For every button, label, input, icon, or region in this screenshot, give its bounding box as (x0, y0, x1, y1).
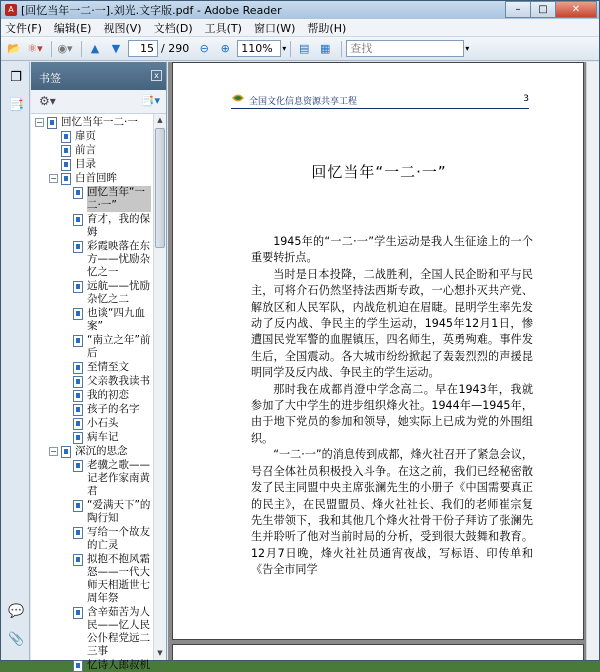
bookmark-icon (73, 527, 83, 539)
toolbar-separator (81, 41, 82, 57)
bookmark-label: 育才，我的保姆 (87, 213, 150, 238)
bookmark-label: 至情至文 (87, 361, 129, 373)
document-area (168, 62, 599, 660)
bookmark-icon (73, 362, 83, 374)
zoom-in-icon[interactable]: ⊕ (220, 42, 230, 55)
bookmark-icon (73, 554, 83, 566)
search-dropdown-icon[interactable]: ▾ (465, 44, 470, 53)
scroll-up-icon[interactable]: ▲ (157, 116, 163, 124)
bookmark-item[interactable] (31, 606, 153, 658)
bookmark-label: 拟抱不抱风霜怒——一代大师天相逝世七周年祭 (87, 553, 150, 604)
bookmark-label: 远航——忧励杂忆之二 (87, 280, 150, 305)
collapse-toggle-icon[interactable]: − (36, 118, 43, 127)
bookmark-icon (73, 335, 83, 347)
bookmark-icon (73, 404, 83, 416)
bookmark-icon (73, 241, 83, 253)
bookmark-label: “南立之年”前后 (87, 334, 151, 359)
menu-tools[interactable]: 工具(T) (204, 21, 242, 35)
page-number-input[interactable] (128, 40, 158, 57)
menu-bar (1, 19, 599, 37)
bookmark-label: 白首回眸 (75, 172, 117, 184)
bookmark-item[interactable] (31, 334, 153, 360)
collapse-toggle-icon[interactable]: − (50, 174, 57, 183)
bookmark-item[interactable] (31, 403, 153, 416)
search-input[interactable] (346, 40, 464, 57)
bookmark-label: 忆诗人郎叔机 (87, 659, 150, 671)
bookmarks-scrollbar[interactable] (153, 114, 166, 660)
bookmark-icon (61, 159, 71, 171)
bookmark-label: 我的初恋 (87, 389, 129, 401)
menu-view[interactable]: 视图(V) (103, 21, 142, 35)
scroll-down-icon[interactable]: ▼ (157, 649, 163, 657)
bookmark-item[interactable] (31, 158, 153, 171)
paragraph: 当时是日本投降，二战胜利，全国人民企盼和平与民主，可将介石仍然坚持法西斯专政，一心想扑灭共产党、解放区和人民军队，内战危机迫在眉睫。昆明学生率先发动了反内战、争民主的学生运动，1945年12月1日，惨遭国民党军警的血腥镇压，四名师生，英勇殉难。事件发生后，全国震动。各大城市纷纷掀起了轰轰烈烈的声援昆明同学及反内战、争民主的学生运动。 (251, 267, 533, 380)
minimize-button[interactable]: – (505, 1, 531, 18)
bookmark-item[interactable] (31, 417, 153, 430)
bookmarks-icon[interactable]: 📑 (8, 98, 25, 113)
create-pdf-icon[interactable]: ⚛▾ (27, 42, 43, 55)
bookmark-label: 目录 (75, 158, 96, 170)
bookmark-label: 父亲教我读书 (87, 375, 150, 387)
menu-document[interactable]: 文档(D) (153, 21, 193, 35)
maximize-button[interactable]: □ (530, 1, 556, 18)
bookmark-item[interactable] (31, 172, 153, 185)
bookmark-label: 孩子的名字 (87, 403, 140, 415)
bookmark-item[interactable] (31, 280, 153, 306)
page-header-text: 全国文化信息资源共享工程 (249, 97, 358, 107)
toolbar-separator (290, 41, 291, 57)
panel-toolbar (31, 90, 166, 114)
bookmark-item[interactable] (31, 389, 153, 402)
bookmark-label: 病车记 (87, 431, 119, 443)
bookmark-icon (61, 446, 71, 458)
bookmark-item[interactable] (31, 186, 153, 212)
menu-help[interactable]: 帮助(H) (307, 21, 347, 35)
bookmark-icon (73, 187, 83, 199)
bookmark-icon (61, 145, 71, 157)
bookmark-icon (73, 390, 83, 402)
document-scrollbar[interactable] (586, 62, 599, 660)
bookmark-icon (73, 460, 83, 472)
bookmark-icon (73, 418, 83, 430)
comments-icon[interactable]: 💬 (8, 604, 25, 619)
close-button[interactable]: ✕ (555, 1, 597, 18)
toolbar (1, 37, 599, 61)
adobe-reader-icon: A (5, 4, 17, 16)
bookmark-item[interactable] (31, 213, 153, 239)
bookmark-item[interactable] (31, 459, 153, 498)
bookmarks-panel (31, 62, 167, 671)
bookmark-item[interactable] (31, 526, 153, 552)
menu-window[interactable]: 窗口(W) (253, 21, 296, 35)
next-pdf-page (172, 644, 584, 660)
menu-file[interactable]: 文件(F) (5, 21, 42, 35)
collaborate-icon[interactable]: ◉▾ (57, 42, 73, 55)
bookmark-label: 回忆当年“一二·一” (87, 186, 151, 212)
bookmark-item[interactable] (31, 240, 153, 279)
title-bar[interactable] (1, 1, 599, 19)
new-bookmark-icon[interactable]: 📑▾ (140, 94, 160, 107)
panel-header (31, 62, 166, 90)
header-rule (231, 108, 529, 109)
paragraph: 1945年的“一二·一”学生运动是我人生征途上的一个重要转折点。 (251, 235, 533, 265)
bookmark-icon (73, 214, 83, 226)
bookmark-label: “爱满天下”的陶行知 (87, 499, 151, 524)
menu-edit[interactable]: 编辑(E) (53, 21, 92, 35)
window-title: [回忆当年一二·一].刘光.文字版.pdf - Adobe Reader (21, 4, 282, 17)
bookmark-item[interactable] (31, 659, 153, 672)
previous-page-icon[interactable]: ▲ (90, 42, 100, 55)
bookmark-item[interactable] (31, 144, 153, 157)
bookmark-icon (61, 173, 71, 185)
fit-width-icon[interactable]: ▤ (299, 42, 310, 55)
bookmark-item[interactable] (31, 307, 153, 333)
scroll-thumb[interactable] (155, 128, 165, 248)
attachments-icon[interactable]: 📎 (8, 632, 25, 647)
bookmark-icon (73, 376, 83, 388)
collapse-toggle-icon[interactable]: − (50, 447, 57, 456)
bookmark-label: 写给一个故友的亡灵 (87, 526, 150, 551)
article-body (251, 234, 533, 579)
paragraph: 那时我在成都肖澄中学念高二。早在1943年，我就参加了大中学生的进步组织烽火社。1944年—1945年，由于地下党员的参加和领导，她实际上已成为党的外围组织。 (251, 382, 533, 445)
toolbar-separator (51, 41, 52, 57)
window-controls (506, 1, 597, 18)
bookmark-label: 深沉的思念 (75, 445, 128, 457)
zoom-select[interactable] (237, 40, 281, 57)
bookmark-item[interactable] (31, 116, 153, 129)
zoom-out-icon[interactable]: ⊖ (199, 42, 209, 55)
bookmark-label: 回忆当年一二·一 (61, 116, 138, 128)
bookmark-label: 彩霞映落在东方——忧励杂忆之一 (87, 240, 150, 278)
culture-project-logo (231, 93, 245, 103)
full-screen-icon[interactable]: ▦ (320, 42, 331, 55)
bookmark-label: 扉页 (75, 130, 96, 142)
bookmark-label: 含辛茹苦为人民——忆人民公仆程党远二三事 (87, 606, 150, 657)
bookmark-item[interactable] (31, 130, 153, 143)
bookmark-label: 前言 (75, 144, 96, 156)
bookmark-item[interactable] (31, 375, 153, 388)
bookmark-tree (31, 114, 153, 671)
panel-title: 书签 (39, 72, 61, 85)
bookmark-item[interactable] (31, 431, 153, 444)
bookmark-label: 也谈“四九血案” (87, 307, 145, 332)
gear-icon[interactable]: ⚙▾ (39, 94, 56, 108)
bookmark-icon (73, 432, 83, 444)
pdf-page (172, 62, 584, 640)
bookmark-item[interactable] (31, 499, 153, 525)
bookmark-icon (73, 607, 83, 619)
paragraph: “一二·一”的消息传到成都，烽火社召开了紧急会议，号召全体社员积极投入斗争。在这之前，我们已经秘密散发了民主同盟中央主席张澜先生的小册子《中国需要真正的民主》，在民盟盟员、烽火社社长、我们的老师崔宗复先生带领下，我和其他几个烽火社骨干份子拜访了张澜先生并聆听了他对当前时局的分析，受到很大鼓舞和教育。12月7日晚，烽火社社员通宵夜战，写标语、印传单和《告全市同学 (251, 448, 533, 577)
next-page-icon[interactable]: ▼ (111, 42, 121, 55)
toolbar-separator (341, 41, 342, 57)
panel-close-button[interactable]: x (151, 70, 162, 81)
bookmark-icon (73, 308, 83, 320)
navigation-rail (2, 62, 30, 660)
bookmark-icon (61, 131, 71, 143)
bookmark-item[interactable] (31, 445, 153, 458)
bookmark-label: 小石头 (87, 417, 119, 429)
bookmark-icon (73, 500, 83, 512)
bookmark-label: 老骥之歌——记老作家南黄君 (87, 459, 150, 497)
page-number: 3 (523, 94, 529, 104)
bookmark-icon (73, 281, 83, 293)
open-folder-icon[interactable]: 📂 (7, 42, 21, 55)
zoom-dropdown-icon[interactable]: ▾ (282, 44, 287, 53)
bookmark-item[interactable] (31, 553, 153, 605)
bookmark-icon (47, 117, 57, 129)
page-header (231, 93, 529, 107)
article-title: 回忆当年“一二·一” (311, 163, 447, 181)
pages-icon[interactable]: ❐ (10, 70, 22, 85)
bookmark-item[interactable] (31, 361, 153, 374)
page-total-label: / 290 (161, 42, 190, 55)
bookmark-icon (73, 660, 83, 672)
